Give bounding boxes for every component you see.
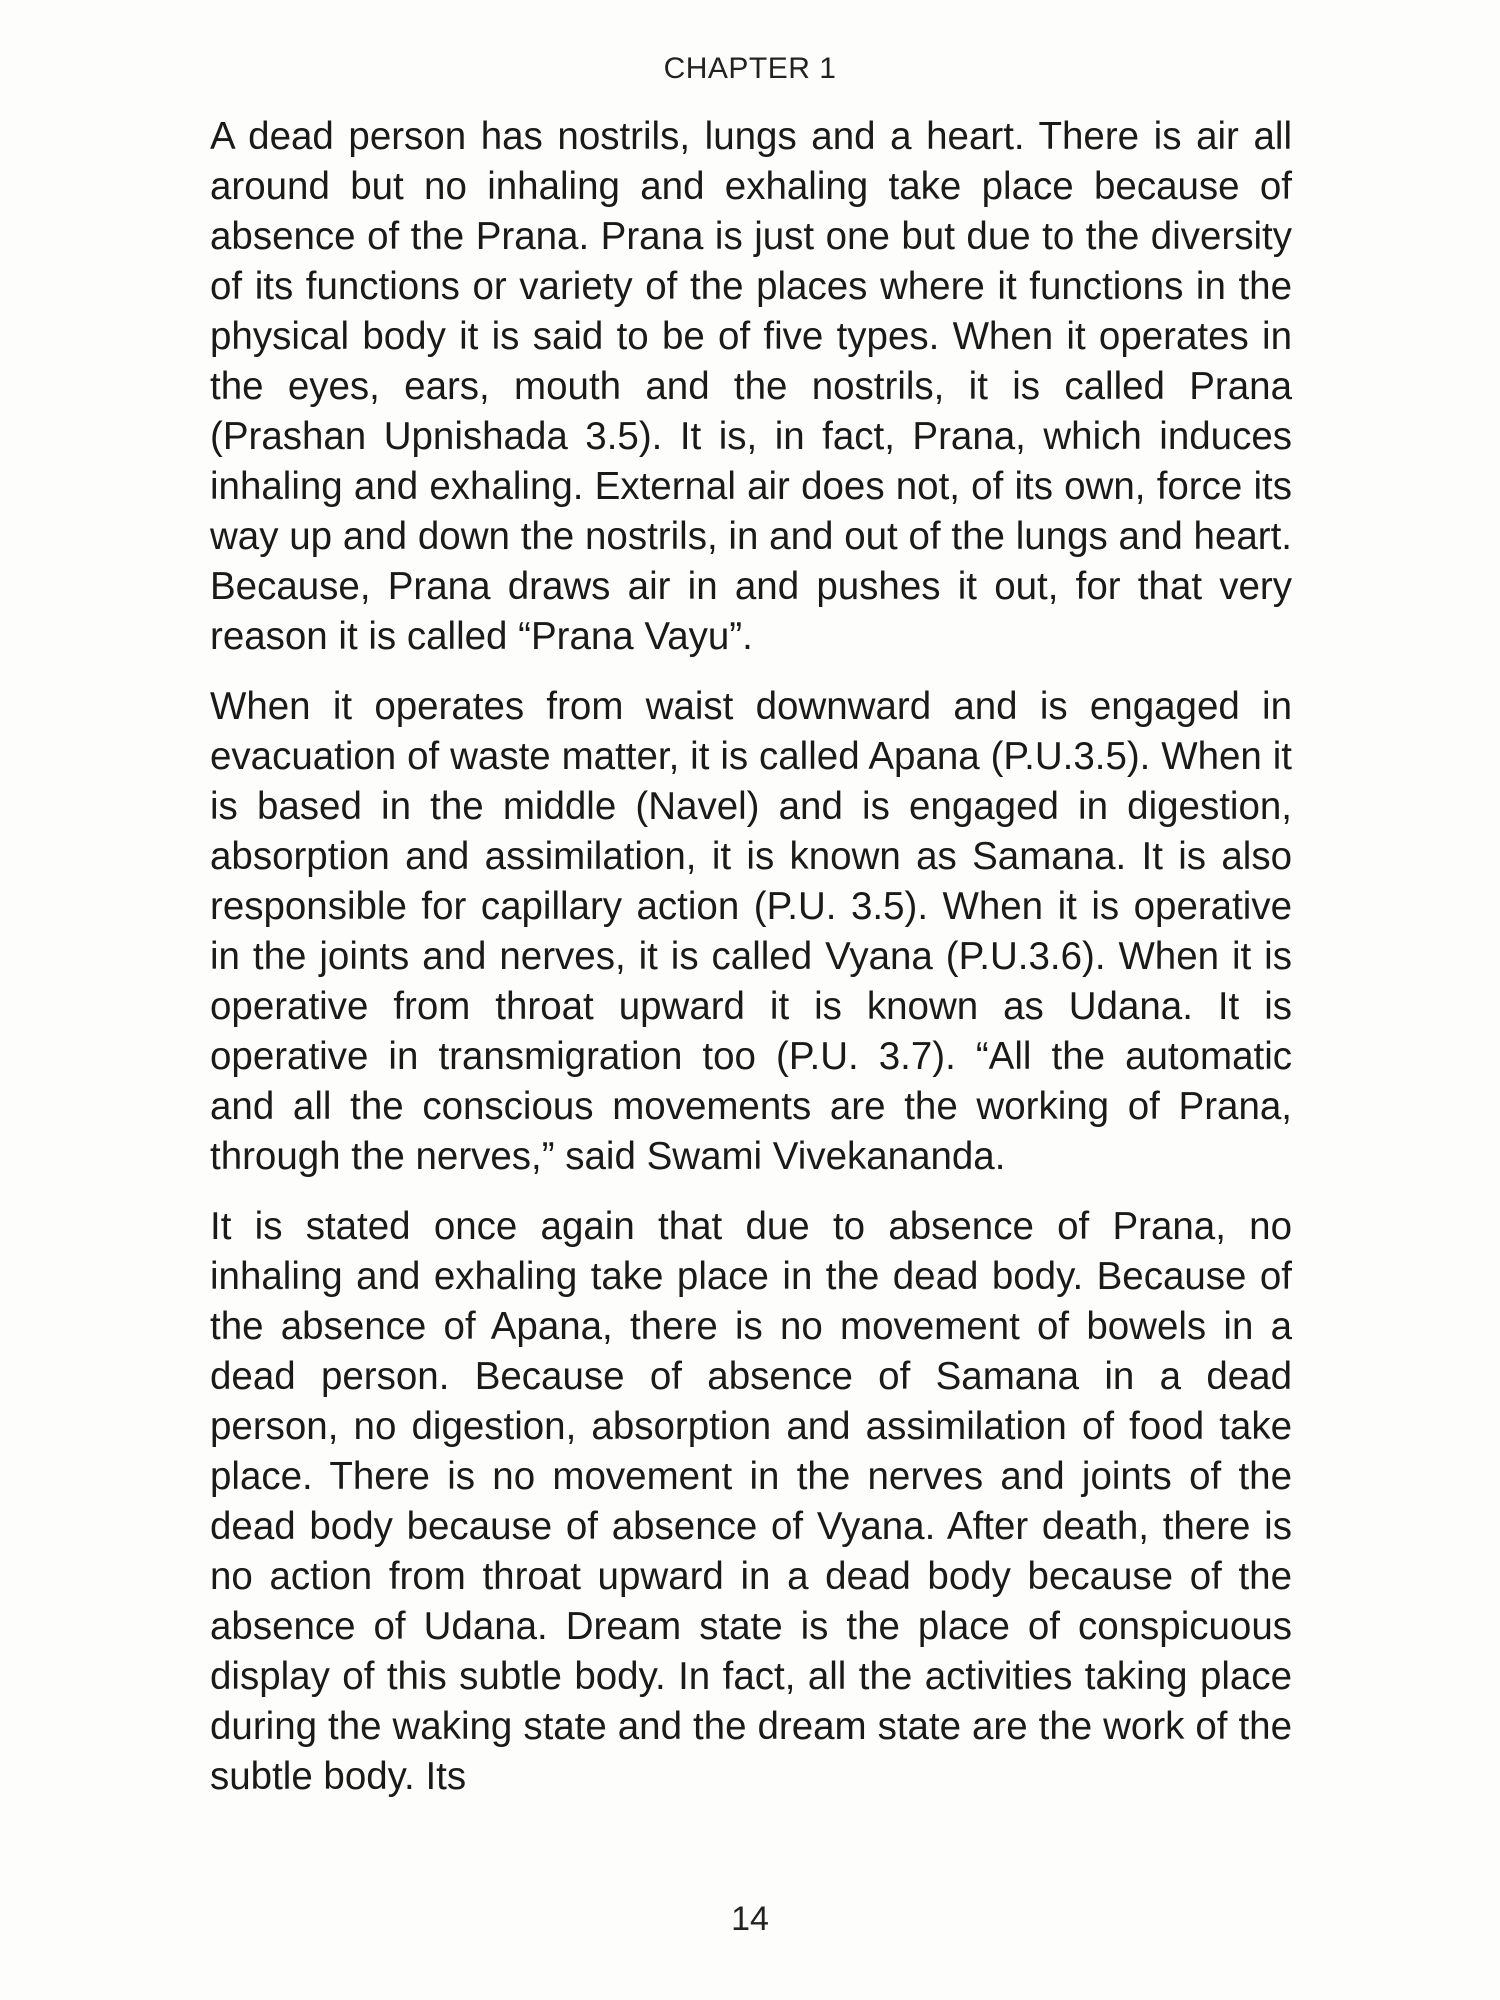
paragraph-1: A dead person has nostrils, lungs and a heart. There is air all around but no inhaling and exhaling take place because of absence of the Prana. Prana is just one but due to the diversity of its functions or variety of the places where it functions in the physical body it is said to be of five types. When it operates in the eyes, ears, mouth and the nostrils, it is called Prana (Prashan Upnishada 3.5). It is, in fact, Prana, which induces inhaling and exhaling. External air does not, of its own, force its way up and down the nostrils, in and out of the lungs and heart. Because, Prana draws air in and pushes it out, for that very reason it is called “Prana Vayu”. xyxy=(210,115,1292,658)
page-number: 14 xyxy=(731,1900,769,1938)
paragraph-3: It is stated once again that due to absence of Prana, no inhaling and exhaling take place in the dead body. Because of the absence of Apana, there is no movement of bowels in a dead person. Because of absence of Samana in a dead person, no digestion, absorption and assimilation of food take place. There is no movement in the nerves and joints of the dead body because of absence of Vyana. After death, there is no action from throat upward in a dead body because of the absence of Udana. Dream state is the place of conspicuous display of this subtle body. In fact, all the activities taking place during the waking state and the dream state are the work of the subtle body. Its xyxy=(210,1205,1292,1798)
body-text xyxy=(210,112,1292,1802)
paragraph-2: When it operates from waist downward and is engaged in evacuation of waste matter, it is called Apana (P.U.3.5). When it is based in the middle (Navel) and is engaged in digestion, absorption and assimilation, it is known as Samana. It is also responsible for capillary action (P.U. 3.5). When it is operative in the joints and nerves, it is called Vyana (P.U.3.6). When it is operative from throat upward it is known as Udana. It is operative in transmigration too (P.U. 3.7). “All the automatic and all the conscious movements are the working of Prana, through the nerves,” said Swami Vivekananda. xyxy=(210,685,1292,1178)
chapter-heading: CHAPTER 1 xyxy=(663,52,837,85)
